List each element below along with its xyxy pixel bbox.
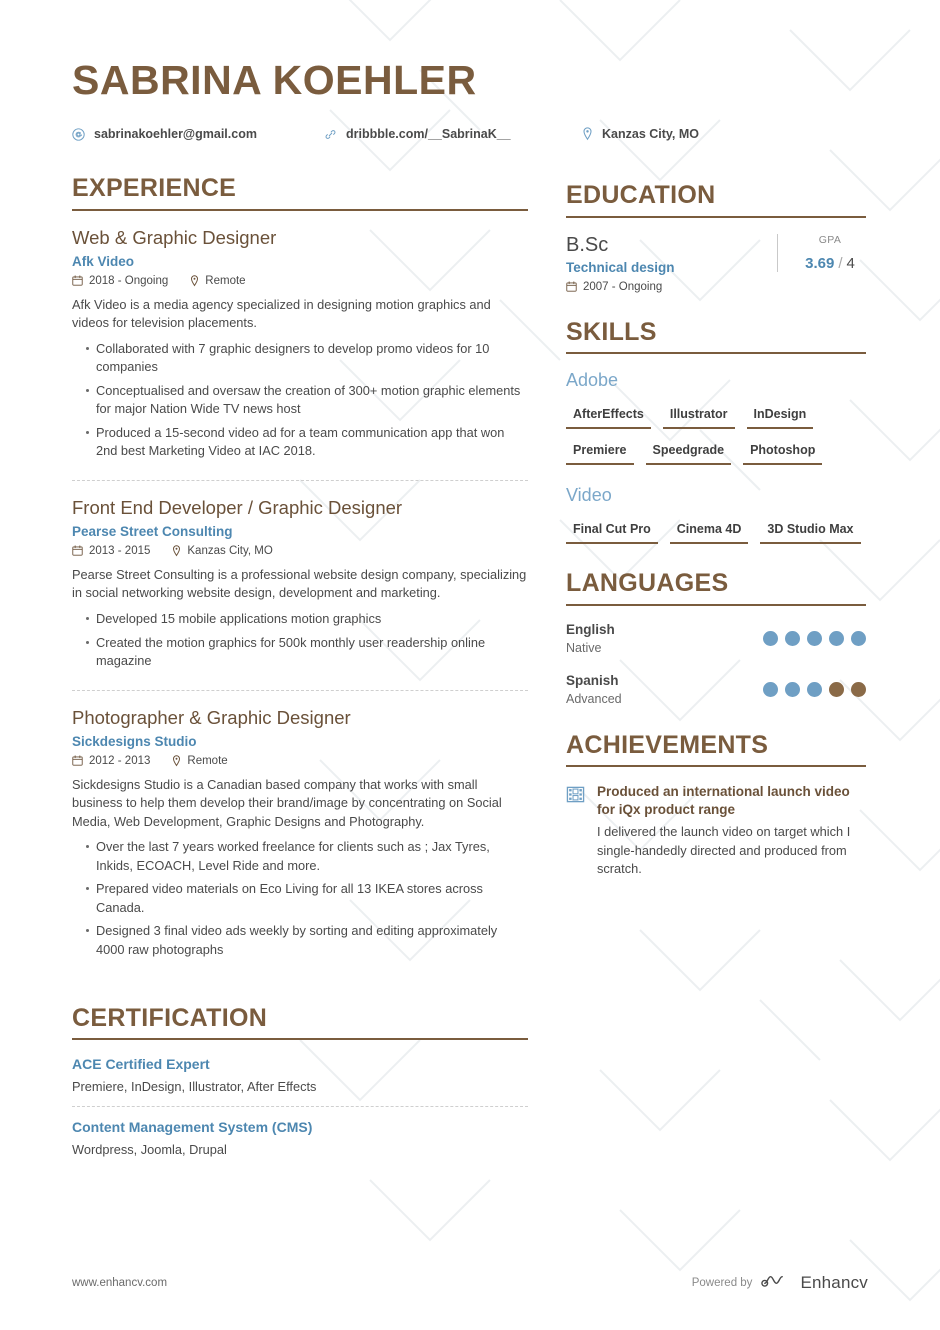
gpa-value: 3.69: [805, 254, 835, 272]
language-info: [566, 673, 622, 706]
education-heading: EDUCATION: [566, 181, 716, 209]
skill-chip: Speedgrade: [646, 439, 732, 465]
job-dates: [72, 545, 150, 557]
education-section: [566, 182, 866, 293]
section-divider: [72, 1038, 528, 1040]
achievement-body: [597, 783, 866, 879]
rating-dot-empty: [829, 682, 844, 697]
contact-email[interactable]: [72, 127, 324, 141]
location-pin-icon: [190, 275, 199, 287]
education-entry: [566, 234, 866, 293]
skill-chip-list-adobe: [566, 403, 866, 465]
language-name: Spanish: [566, 672, 619, 688]
job-bullet: Collaborated with 7 graphic designers to develop promo videos for 10 companies: [86, 340, 528, 377]
job-bullet: Developed 15 mobile applications motion graphics: [86, 610, 528, 629]
certification-detail: Wordpress, Joomla, Drupal: [72, 1142, 227, 1158]
language-rating: [763, 682, 866, 697]
experience-heading: EXPERIENCE: [72, 174, 237, 202]
contact-location-text: Kanzas City, MO: [602, 127, 700, 141]
location-pin-icon: [172, 545, 181, 557]
skill-group-title-adobe: Adobe: [566, 370, 619, 390]
job-dates-text: 2013 - 2015: [89, 544, 151, 557]
language-entry: [566, 622, 866, 655]
page-title: SABRINA KOEHLER: [72, 57, 477, 103]
gpa-block: [777, 234, 866, 272]
job-location: [172, 755, 227, 767]
section-divider: [566, 352, 866, 354]
job-bullet: Prepared video materials on Eco Living for all 13 IKEA stores across Canada.: [86, 880, 528, 917]
achievement-description: I delivered the launch video on target which I single-handedly directed and produced from scratch.: [597, 824, 851, 877]
contact-link-text: dribbble.com/__SabrinaK__: [346, 127, 511, 141]
rating-dot-filled: [829, 631, 844, 646]
page-footer: [72, 1271, 868, 1294]
calendar-icon: [72, 755, 83, 766]
education-field: Technical design: [566, 259, 675, 275]
certification-section: [72, 1005, 528, 1170]
rating-dot-filled: [785, 631, 800, 646]
film-strip-icon: [566, 783, 585, 879]
skills-heading: SKILLS: [566, 317, 657, 346]
experience-entry: [72, 227, 528, 480]
rating-dot-filled: [763, 631, 778, 646]
job-location: [190, 275, 245, 287]
link-icon: [324, 128, 337, 141]
experience-entry: [72, 480, 528, 690]
calendar-icon: [72, 545, 83, 556]
rating-dot-empty: [851, 682, 866, 697]
calendar-icon: [72, 275, 83, 286]
skill-chip: Photoshop: [743, 439, 822, 465]
achievement-entry: [566, 783, 866, 879]
rating-dot-filled: [807, 682, 822, 697]
certification-detail: Premiere, InDesign, Illustrator, After Effects: [72, 1079, 317, 1095]
language-info: [566, 622, 615, 655]
experience-entry: [72, 690, 528, 979]
languages-section: [566, 570, 866, 706]
language-level: Advanced: [566, 691, 622, 706]
footer-url[interactable]: www.enhancv.com: [72, 1276, 168, 1289]
section-divider: [566, 216, 866, 218]
enhancv-logo-icon: [761, 1271, 791, 1294]
job-location-text: Remote: [187, 754, 228, 767]
language-rating: [763, 631, 866, 646]
language-level: Native: [566, 640, 602, 655]
gpa-values: [794, 255, 866, 272]
job-location-text: Kanzas City, MO: [187, 544, 273, 557]
achievement-title: Produced an international launch video for iQx product range: [597, 784, 850, 817]
skill-chip-list-video: [566, 518, 866, 544]
job-bullet: Over the last 7 years worked freelance for clients such as ; Jax Tyres, Inkids, ECOACH, Level Ride and more.: [86, 838, 528, 875]
achievements-heading: ACHIEVEMENTS: [566, 730, 769, 759]
job-title: Front End Developer / Graphic Designer: [72, 496, 403, 518]
job-title: Web & Graphic Designer: [72, 226, 277, 248]
skills-section: [566, 319, 866, 545]
right-column: [566, 60, 866, 1195]
job-bullet: Designed 3 final video ads weekly by sorting and editing approximately 4000 raw photographs: [86, 922, 528, 959]
skill-chip: AfterEffects: [566, 403, 651, 429]
skill-group-title-video: Video: [566, 485, 612, 505]
job-company: Sickdesigns Studio: [72, 733, 197, 749]
location-pin-icon: [172, 755, 181, 767]
education-degree: B.Sc: [566, 233, 609, 256]
certification-entry: [72, 1056, 528, 1106]
job-meta: [72, 545, 528, 557]
job-bullets: [72, 838, 528, 959]
language-name: English: [566, 621, 615, 637]
gpa-max: 4: [846, 254, 855, 272]
education-dates-text: 2007 - Ongoing: [583, 280, 663, 293]
job-bullet: Produced a 15-second video ad for a team communication app that won 2nd best Marketing Video at IAC 2018.: [86, 424, 528, 461]
job-dates-text: 2018 - Ongoing: [89, 274, 169, 287]
section-divider: [566, 765, 866, 767]
gpa-separator: /: [838, 254, 843, 272]
languages-heading: LANGUAGES: [566, 569, 729, 597]
rating-dot-filled: [763, 682, 778, 697]
section-divider: [566, 604, 866, 606]
job-description: Afk Video is a media agency specialized in designing motion graphics and videos for television placements.: [72, 296, 491, 331]
certification-name: Content Management System (CMS): [72, 1119, 313, 1136]
certification-entry: [72, 1106, 528, 1169]
contact-email-text: sabrinakoehler@gmail.com: [94, 127, 257, 141]
skill-chip: Premiere: [566, 439, 634, 465]
job-meta: [72, 275, 528, 287]
gpa-label: GPA: [818, 233, 842, 246]
experience-section: [72, 175, 528, 979]
skill-chip: Cinema 4D: [670, 518, 749, 544]
email-icon: [72, 128, 85, 141]
job-description: Pearse Street Consulting is a professional website design company, specializing in social networking website design, development and marketing.: [72, 566, 527, 601]
footer-brand: [692, 1271, 868, 1294]
achievements-section: [566, 732, 866, 879]
job-bullet: Created the motion graphics for 500k monthly user readership online magazine: [86, 634, 528, 671]
education-dates: [566, 281, 767, 293]
job-bullets: [72, 340, 528, 461]
language-entry: [566, 673, 866, 706]
job-company: Afk Video: [72, 253, 135, 269]
job-dates-text: 2012 - 2013: [89, 754, 151, 767]
job-company: Pearse Street Consulting: [72, 523, 233, 539]
calendar-icon: [566, 281, 577, 292]
rating-dot-filled: [785, 682, 800, 697]
job-bullet: Conceptualised and oversaw the creation of 300+ motion graphic elements for major Nation Wide TV news host: [86, 382, 528, 419]
job-location-text: Remote: [205, 274, 246, 287]
powered-by-label: Powered by: [691, 1276, 753, 1289]
job-description: Sickdesigns Studio is a Canadian based company that works with small business to help them develop their brand/image by concentrating on Social Media, Web Development, Graphic Designs and Photography.: [72, 776, 502, 829]
contact-link[interactable]: [324, 127, 582, 141]
job-meta: [72, 755, 528, 767]
skill-chip: InDesign: [747, 403, 814, 429]
job-dates: [72, 275, 168, 287]
certification-heading: CERTIFICATION: [72, 1003, 268, 1032]
rating-dot-filled: [851, 631, 866, 646]
certification-name: ACE Certified Expert: [72, 1056, 210, 1073]
job-dates: [72, 755, 150, 767]
job-location: [172, 545, 272, 557]
job-title: Photographer & Graphic Designer: [72, 706, 351, 728]
skill-chip: Illustrator: [663, 403, 735, 429]
brand-name: Enhancv: [800, 1272, 868, 1292]
job-bullets: [72, 610, 528, 671]
education-main: [566, 234, 767, 293]
skill-chip: Final Cut Pro: [566, 518, 658, 544]
section-divider: [72, 209, 528, 211]
skill-chip: 3D Studio Max: [760, 518, 860, 544]
rating-dot-filled: [807, 631, 822, 646]
